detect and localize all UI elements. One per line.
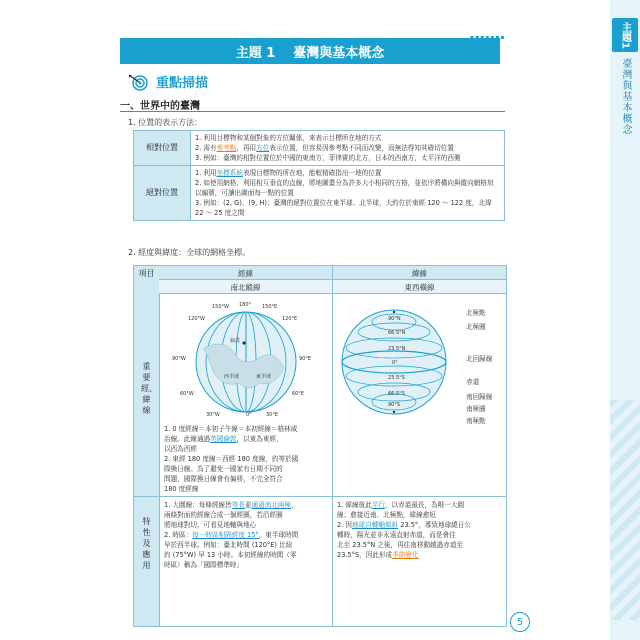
south-hemisphere: 南半球 xyxy=(380,368,396,374)
col-latitude: 緯線 xyxy=(412,269,427,278)
lat-label-north-pole: 北極點 xyxy=(466,309,486,317)
london-label: 倫敦 xyxy=(230,338,241,344)
lat-label-antarctic-circle: 南極圈 xyxy=(466,405,486,413)
lon-0: 0° xyxy=(246,412,252,418)
absolute-label: 絕對位置 xyxy=(134,166,191,221)
lat-235n: 23.5°N xyxy=(388,346,406,352)
row-divider xyxy=(134,496,506,497)
lat-665s: 66.5°S xyxy=(388,391,405,397)
lat-label-tropic-capricorn: 南回歸線 xyxy=(466,393,493,401)
lat-label-south-pole: 南極點 xyxy=(466,417,486,425)
relative-label: 相對位置 xyxy=(134,131,191,166)
relative-row xyxy=(134,131,505,166)
sub-longitude: 南北縱線 xyxy=(230,283,261,292)
latitude-globe xyxy=(336,298,456,423)
north-hemisphere: 北半球 xyxy=(380,354,396,360)
side-stripes xyxy=(610,400,640,620)
focus-title: 重點掃描 xyxy=(156,76,209,91)
west-hemisphere: 西半球 xyxy=(224,374,240,380)
lon-30w: 30°W xyxy=(206,412,220,418)
lat-label-arctic-circle: 北極圈 xyxy=(466,323,486,331)
longitude-application: 1. 大圓線：每條經線皆等長並通過南北兩極， 兩條對面的經線合成一個經圈，若沿經圈 將地球對切，可看見地軸與地心 2. 時區：每一時區相隔經度 15°，東半球時間 早於西半球。例如：臺北時間 (120°E) 比紐 約 (75°W) 早 13 小時。本初經線的時間（零 時區）稱為「國際標準時」 xyxy=(164,501,299,569)
lat-90n: 90°N xyxy=(388,316,401,322)
latitude-application: 1. 緯線彼此平行，以赤道最長，為唯一大圓 線；愈接近南、北極點，緯線愈短 2. 因地球自轉軸傾斜 23.5°，導致地球繞日公 轉時，陽光並非永遠直射赤道，而是會往 北至 23.5°N 之後，再往南移動越過赤道至 23.5°S，因此形成季節變化 xyxy=(337,501,471,559)
absolute-line-2: 2. 如使用網格，利用相互垂直的直線，將地圖畫分為許多大小相同的方格，並依序將橫向與縱向網格加以編號，可讀出圖面每一點的位置 xyxy=(195,179,494,197)
side-tab xyxy=(610,0,640,640)
column-divider xyxy=(332,266,333,626)
relative-line-3: 3. 例如：臺灣的相對位置位於中國的東南方，菲律賓的北方，日本的西南方，太平洋的西側 xyxy=(195,154,461,162)
lon-30e: 30°E xyxy=(266,412,279,418)
side-tab-title: 臺灣與基本概念 xyxy=(620,58,631,135)
lon-120w: 120°W xyxy=(188,316,205,322)
page-number: 5 xyxy=(510,612,530,632)
lon-150e: 150°E xyxy=(262,304,278,310)
section-divider xyxy=(120,111,505,112)
sub-latitude: 東西橫線 xyxy=(404,283,435,292)
side-tab-topic: 主題1 xyxy=(612,18,638,52)
longitude-globe xyxy=(164,298,329,418)
lon-120e: 120°E xyxy=(282,316,298,322)
lat-label-tropic-cancer: 北回歸線 xyxy=(466,355,493,363)
relative-line-2: 2. 需有參考點，再用方位表示位置，但容易因參考點不同而改變，而無法得知其確切位置 xyxy=(195,144,454,152)
lat-label-equator: 赤道 xyxy=(466,378,480,386)
section-heading: 一、世界中的臺灣 xyxy=(120,101,200,112)
row1-label: 重要經、緯線 xyxy=(141,362,157,415)
position-table xyxy=(133,130,505,221)
lon-60w: 60°W xyxy=(180,391,194,397)
relative-content xyxy=(191,131,505,166)
chapter-topic: 主題 1 xyxy=(235,45,276,61)
chapter-title: 臺灣與基本概念 xyxy=(293,45,385,61)
lon-90e: 90°E xyxy=(299,356,312,362)
lat-235s: 23.5°S xyxy=(388,375,405,381)
lat-0: 0° xyxy=(392,360,398,366)
lon-150w: 150°W xyxy=(212,304,229,310)
col-longitude: 經線 xyxy=(238,269,253,278)
lat-665n: 66.5°N xyxy=(388,330,406,336)
chapter-header xyxy=(120,38,500,64)
lon-60e: 60°E xyxy=(292,391,305,397)
absolute-line-1: 1. 利用坐標系統表現目標物的所在地，能較精確指出一地的位置 xyxy=(195,169,382,177)
absolute-row xyxy=(134,166,505,221)
absolute-content xyxy=(191,166,505,221)
relative-line-1: 1. 利用目標物和某個對象的方位關係，來表示目標所在地的方式 xyxy=(195,134,382,142)
grid-table xyxy=(133,265,507,627)
row2-label: 特性及應用 xyxy=(142,517,151,570)
header-dots: ▪▪▪▪▪▪▪ xyxy=(470,34,506,41)
east-hemisphere: 東半球 xyxy=(256,374,272,380)
target-icon xyxy=(128,73,150,91)
item-column xyxy=(134,266,160,626)
question-1: 1. 位置的表示方法： xyxy=(128,118,203,127)
focus-heading xyxy=(128,72,208,91)
longitude-notes: 1. 0 度經線＝本初子午線＝本初經線＝格林威 治線。此線通過英國倫敦，以東為東經， 以西為西經 2. 東經 180 度線＝西經 180 度線，約等於國 際換日線。為了避免一國家有日期不同的 問題，國際換日線會有偏移，不完全符合 180 度經線 xyxy=(164,425,299,493)
item-label: 項目 xyxy=(138,269,155,278)
lon-180: 180° xyxy=(239,302,252,308)
lon-90w: 90°W xyxy=(172,356,186,362)
absolute-line-3: 3. 例如：(2, G)、(9, H)；臺灣的絕對位置位在東半球、北半球，大約位於東經 120 ～ 122 度，北緯 22 ～ 25 度之間 xyxy=(195,199,492,217)
question-2: 2. 經度與緯度：全球的網格坐標。 xyxy=(128,248,251,257)
lat-90s: 90°S xyxy=(388,402,401,408)
